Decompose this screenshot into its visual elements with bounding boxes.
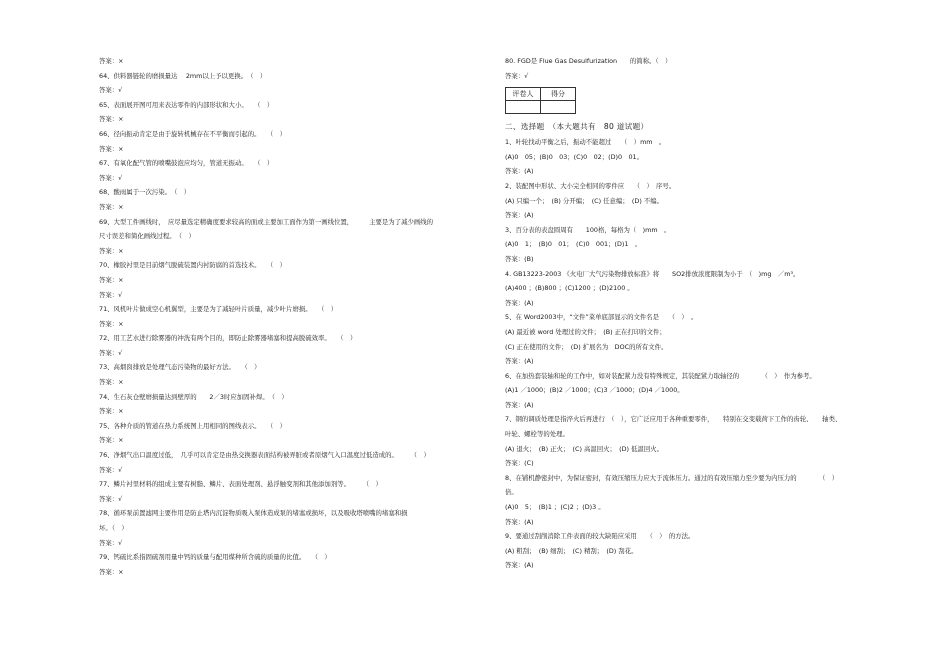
question-line: 78、循环泵前置滤网主要作用是防止塔内沉淀物质吸入泵体造成泵的堵塞或损坏，以及吸收塔喷嘴的堵塞和损: [99, 509, 408, 518]
question-line: 67、有氧化配气管的喷嘴鼓泡应均匀，管道无振动。 （ ）: [99, 159, 274, 168]
question-line: 4. GB13223-2003 《火电厂大气污染物排放标准》将 SO2排放浓度限制为小于 （ )mg ／m³。: [505, 269, 800, 278]
question-line: (C) 正在使用的文件； (D) 扩展名为 DOC的所有文件。: [505, 342, 668, 351]
score-table-score-header: 得分: [541, 88, 576, 101]
answer-line: 答案：×: [99, 407, 124, 416]
answer-line: 答案：×: [99, 436, 124, 445]
question-line: 尺寸误差和简化画线过程。 （ ）: [99, 232, 195, 241]
question-line: (A) 退火； (B) 正火； (C) 高温回火； (D) 低温回火。: [505, 444, 664, 453]
answer-line: 答案：×: [99, 202, 124, 211]
answer-line: 答案：√: [99, 538, 123, 547]
score-table-grader-cell: [506, 101, 541, 114]
answer-line: 答案：×: [99, 567, 124, 576]
left-column: [99, 54, 489, 579]
answer-line: 答案：×: [99, 246, 124, 255]
question-line: (A) 粗刮； (B) 细刮； (C) 精刮； (D) 刮花。: [505, 546, 638, 555]
answer-line: 答案：×: [99, 378, 124, 387]
question-line: 80. FGD是 Flue Gas Desulfurization 的简称。（ ）: [505, 57, 672, 65]
score-table: [505, 87, 576, 114]
question-line: (A)0 05；(B)0 03；(C)0 02；(D)0 01。: [505, 152, 644, 161]
answer-line: 答案：√: [99, 348, 123, 357]
answer-line: 答案：(B): [505, 254, 534, 263]
question-line: (A)0 1； (B)0 01； (C)0 001；(D)1 。: [505, 240, 642, 249]
question-line: 66、径向振动肯定是由于旋转机械存在不平衡而引起的。 （ ）: [99, 129, 287, 138]
question-line: 2、装配图中形状、大小完全相同的零件应 （ ） 序号。: [505, 181, 676, 190]
question-line: (A)400 ；(B)800 ；(C)1200 ；(D)2100 。: [505, 284, 634, 293]
answer-line: 答案：×: [99, 57, 124, 65]
question-line: 69、大型工件画线时， 应尽量选定精确度要求较高的面或主要加工面作为第一画线位置， 主要是为了减少画线的: [99, 217, 434, 226]
answer-line: 答案：√: [99, 494, 123, 503]
answer-line: 答案：(A): [505, 211, 534, 220]
answer-line: 答案：(C): [505, 459, 534, 468]
answer-line: 答案：√: [99, 465, 123, 474]
right-column: [505, 54, 900, 573]
question-line: 倍。: [505, 488, 518, 497]
question-line: (A) 只编一个； (B) 分开编； (C) 任意编； (D) 不编。: [505, 196, 664, 205]
right-top-lines: [505, 54, 900, 83]
answer-line: 答案：√: [505, 71, 529, 80]
question-line: 73、高烟囱排放是处理气态污染物的最好方法。 （ ）: [99, 363, 261, 372]
question-line: 叶轮、螺栓等的处理。: [505, 430, 569, 439]
answer-line: 答案：(A): [505, 561, 534, 570]
question-line: 76、净烟气出口温度过低， 几乎可以肯定是由热交换器表面结构被弄脏或者原烟气入口温度过低造成的。 （ ）: [99, 451, 430, 460]
question-line: 77、鳞片衬里材料的组成主要有树脂、鳞片、表面处理剂、悬浮触变剂和其他添加剂等。 （ ）: [99, 480, 382, 489]
question-line: 79、钙硫比系指固硫剂用量中钙的质量与配用煤种所含硫的质量的比值。 （ ）: [99, 553, 331, 562]
answer-line: 答案：×: [99, 144, 124, 153]
question-line: 7、钢的调质处理是指淬火后再进行 （ ），它广泛应用于各种重要零件， 特别在交变载荷下工作的齿轮、 轴类、: [505, 415, 842, 424]
question-line: 65、表面展开图可用来表达零件的内部形状和大小。 （ ）: [99, 100, 274, 109]
question-line: 6、在加热套装轴和轮的工作中，如对装配紧力没有特殊规定，其装配紧力取轴径的 （ ） 作为参考。: [505, 371, 816, 380]
question-line: 74、生石灰仓壁磨损量达到壁厚的 2／3时应加固补焊。 （ ）: [99, 392, 288, 401]
question-line: 68、酸雨属于一次污染。 （ ）: [99, 188, 191, 197]
answer-line: 答案：×: [99, 275, 124, 284]
question-line: 71、风机叶片做成空心机翼型，主要是为了减轻叶片质量，减少叶片磨损。 （ ）: [99, 305, 338, 314]
question-line: 1、叶轮找动平衡之后，振动不能超过 （ ）mm 。: [505, 138, 666, 147]
answer-line: 答案：(A): [505, 400, 534, 409]
answer-line: 答案：(A): [505, 298, 534, 307]
question-line: 72、用工艺水进行除雾器的冲洗有两个目的，即防止除雾器堵塞和提高脱硫效率。 （ ）: [99, 334, 357, 343]
right-bottom-lines: [505, 135, 900, 573]
answer-line: 答案：(A): [505, 167, 534, 176]
question-line: 5、在 Word2003中，“文件”菜单底部显示的文件名是 （ ） 。: [505, 313, 698, 322]
question-line: 3、百分表的表盘圆周有 100格，每格为（ )mm 。: [505, 225, 671, 234]
question-line: 75、各种介质的管道在热力系统图上用相同的图线表示。 （ ）: [99, 421, 287, 430]
answer-line: 答案：×: [99, 115, 124, 124]
question-line: 9、要通过刮削消除工件表面的较大缺陷应采用 （ ） 的方法。: [505, 532, 695, 541]
score-table-grader-header: 评卷人: [506, 88, 541, 101]
answer-line: 答案：(A): [505, 517, 534, 526]
question-line: (A) 最近被 word 处理过的文件； (B) 正在打印的文件；: [505, 327, 666, 336]
score-table-score-cell: [541, 101, 576, 114]
section-title: 二、选择题 （本大题共有 80 道试题）: [505, 122, 649, 132]
question-line: 8、在铺机静密封中，为保证密封，有效压缩压力应大于流体压力。通过的有效压缩力至少要为内压力的 （ ）: [505, 473, 839, 482]
answer-line: 答案：√: [99, 290, 123, 299]
question-line: (A)0 5； (B)1 ；(C)2 ；(D)3 。: [505, 503, 605, 512]
answer-line: 答案：√: [99, 173, 123, 182]
question-line: (A)1 ／1000；(B)2 ／1000；(C)3 ／1000；(D)4 ／1000。: [505, 386, 684, 395]
question-line: 坏。（ ）: [99, 524, 128, 532]
answer-line: 答案：√: [99, 86, 123, 95]
question-line: 64、供料器链轮的磨损量达 2mm以上予以更换。 （ ）: [99, 71, 267, 80]
question-line: 70、橡胶衬里是目前烟气脱硫装置内衬防腐的首选技术。 （ ）: [99, 261, 287, 270]
answer-line: 答案：(A): [505, 357, 534, 366]
answer-line: 答案：×: [99, 319, 124, 328]
